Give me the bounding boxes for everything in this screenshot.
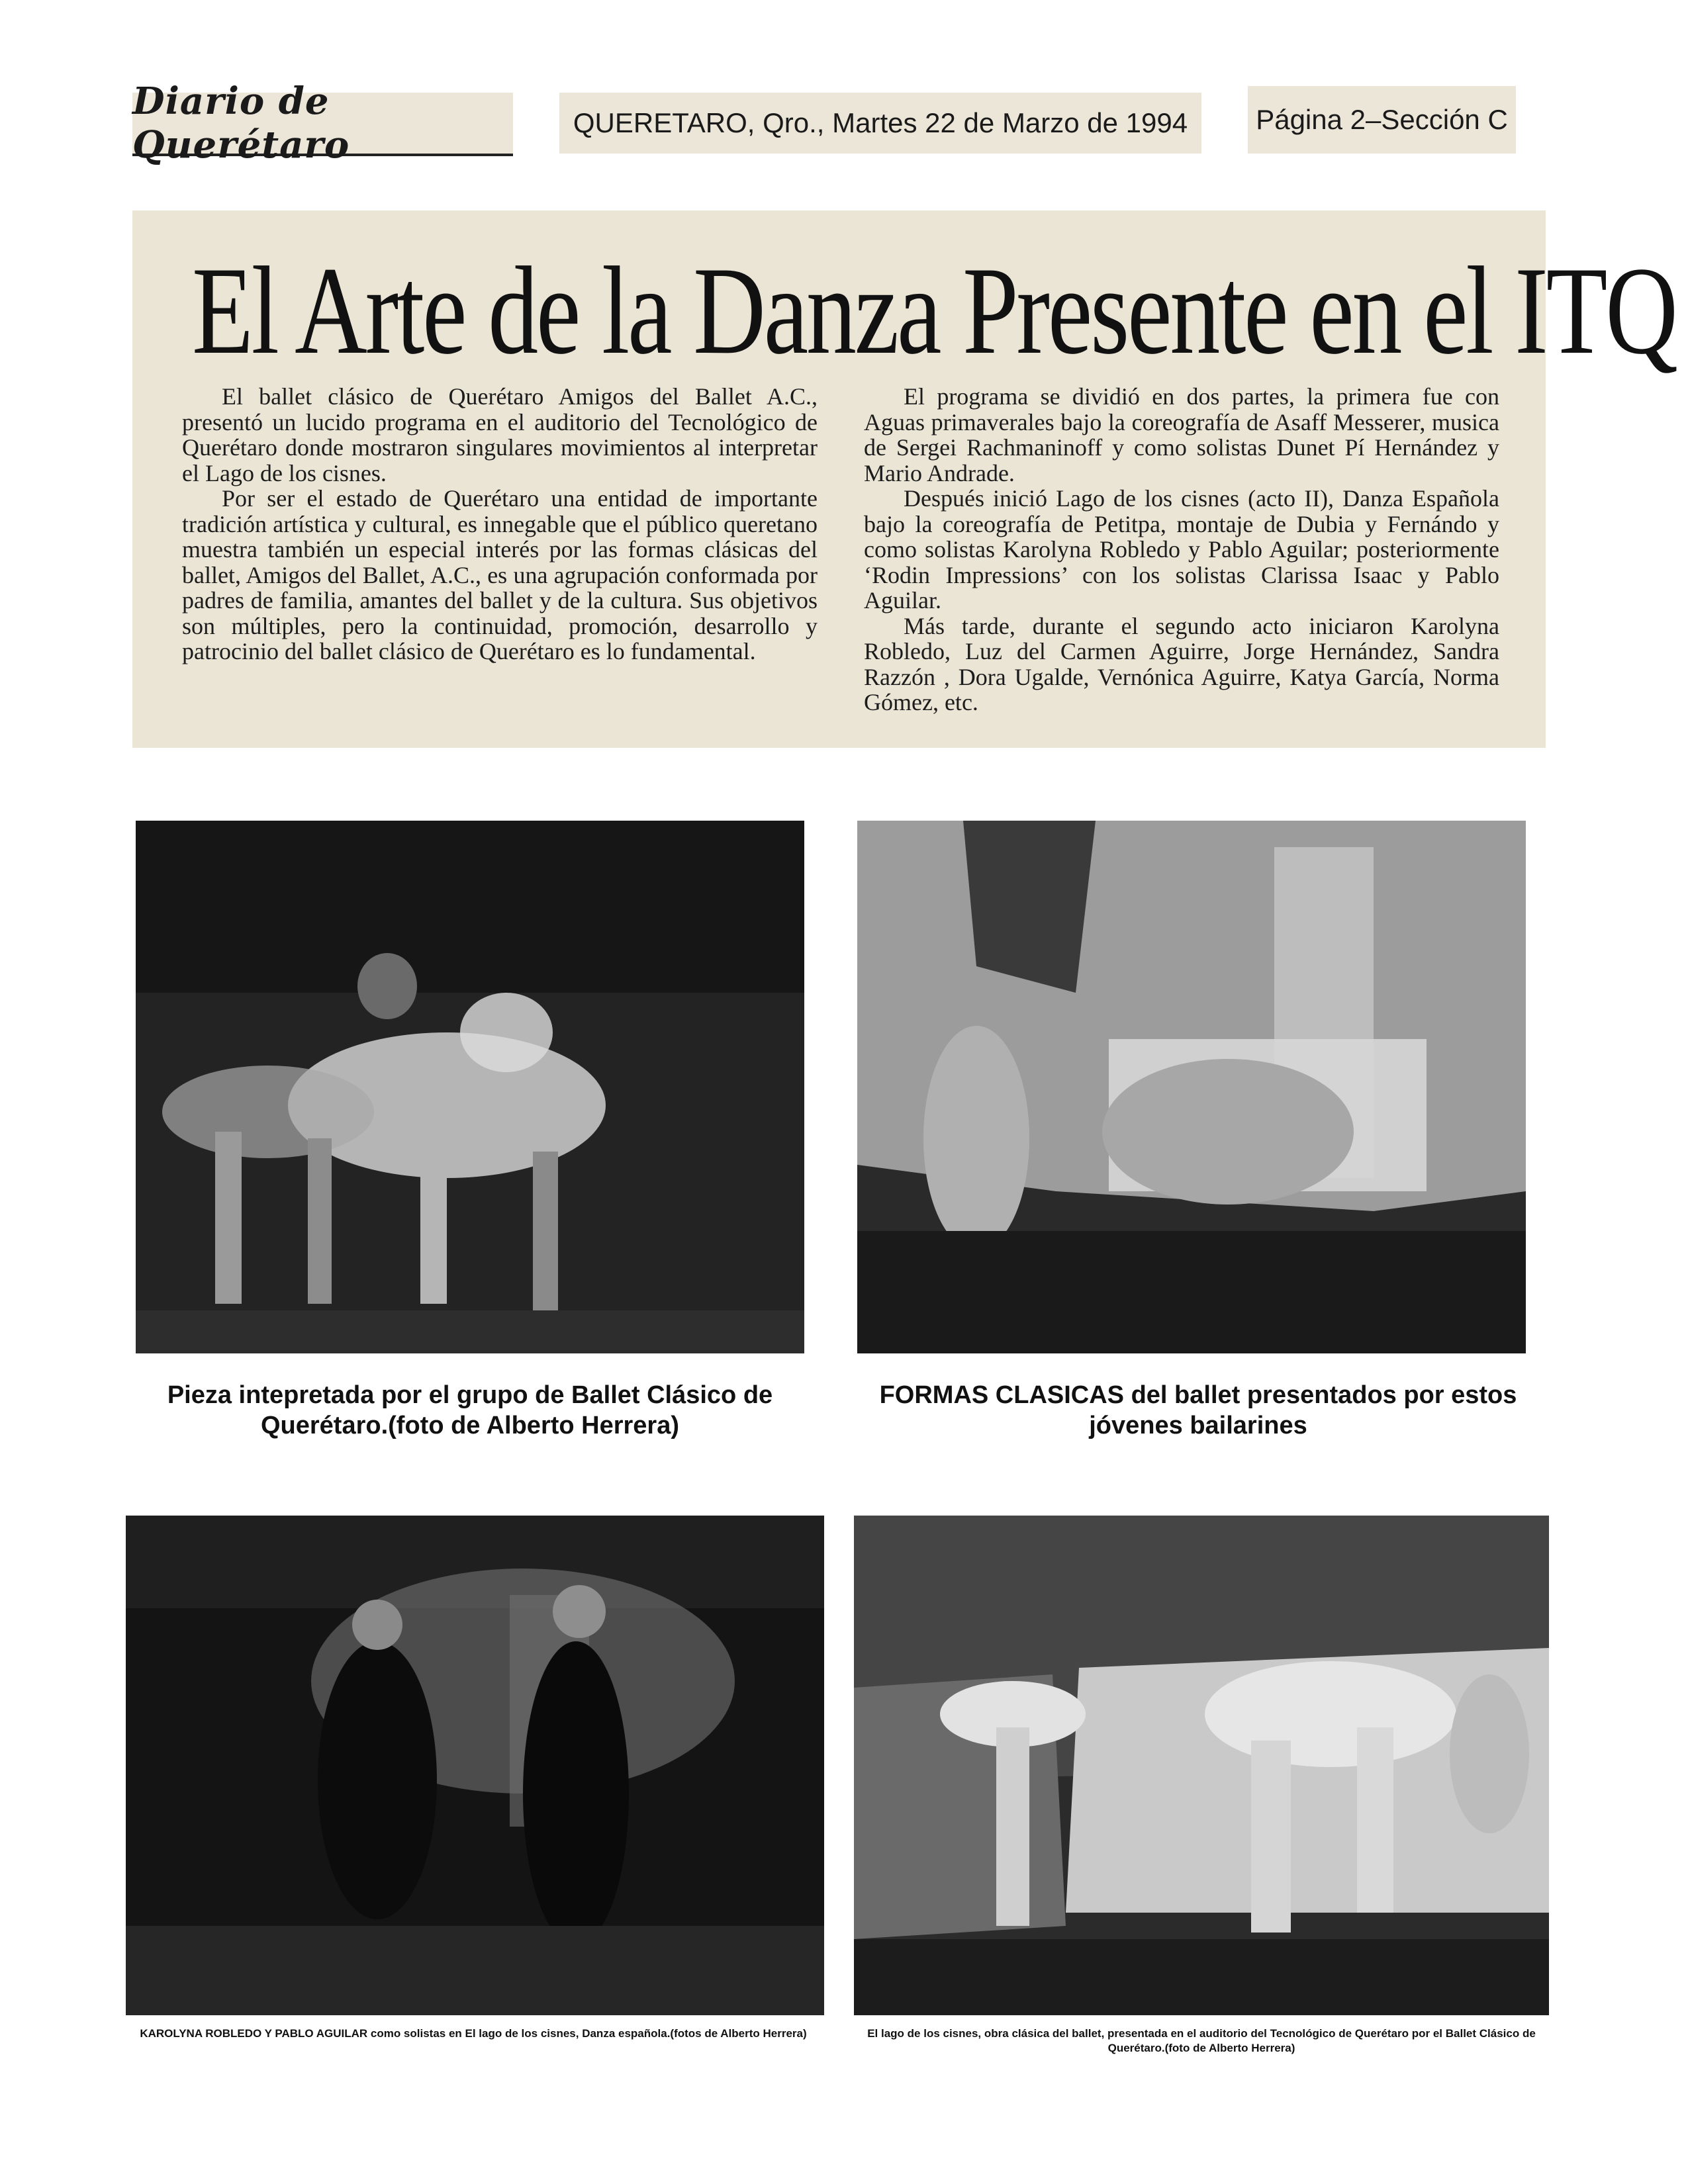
article-clipping bbox=[132, 210, 1676, 748]
photo-clipping-1 bbox=[132, 821, 831, 1466]
article-column-right bbox=[864, 384, 1499, 715]
newspaper-masthead: Diario de Querétaro bbox=[132, 79, 350, 167]
paragraph: El programa se dividió en dos partes, la primera fue con Aguas primaverales bajo la coreografía de Asaff Messerer, musica de Sergei Rachmaninoff y como solistas Dunet Pí Hernández y Mario Andrade. bbox=[864, 383, 1499, 486]
paragraph: Por ser el estado de Querétaro una entidad de importante tradición artística y cultural, es innegable que el público queretano muestra también un especial interés por las formas clásicas del ballet, Amigos del Ballet, A.C., es una agrupación conformada por padres de familia, amantes del ballet y de la cultura. Sus objetivos son múltiples, pero la continuidad, promoción, desarrollo y patrocinio del ballet clásico de Querétaro es lo fundamental. bbox=[182, 485, 818, 664]
paragraph: El ballet clásico de Querétaro Amigos del Ballet A.C., presentó un lucido programa en el auditorio del Tecnológico de Querétaro donde mostraron singulares movimientos al interpretar el Lago de los cisnes. bbox=[182, 383, 818, 486]
soloists-photo bbox=[126, 1516, 824, 2015]
article-headline: El Arte de la Danza Presente en el ITQ bbox=[192, 242, 1676, 381]
paragraph: Más tarde, durante el segundo acto iniciaron Karolyna Robledo, Luz del Carmen Aguirre, Jorge Hernández, Sandra Razzón , Dora Ugalde, Vernónica Aguirre, Katya García, Norma Gómez, etc. bbox=[864, 612, 1499, 715]
photo-clipping-3 bbox=[122, 1516, 831, 2065]
photo-clipping-4 bbox=[847, 1516, 1559, 2065]
page-section-clipping bbox=[1248, 86, 1516, 154]
photo-caption-2: FORMAS CLASICAS del ballet presentados por estos jóvenes bailarines bbox=[879, 1381, 1517, 1439]
article-column-left bbox=[182, 384, 818, 664]
paragraph: Después inició Lago de los cisnes (acto II), Danza Española bajo la coreografía de Petitpa, montaje de Dubia y Fernándo y como solistas Karolyna Robledo y Pablo Aguilar; posteriormente ‘Rodin Impressions’ con los solistas Clarissa Isaac y Pablo Aguilar. bbox=[864, 485, 1499, 614]
dancers-duet-photo bbox=[857, 821, 1526, 1353]
photo-caption-4: El lago de los cisnes, obra clásica del ballet, presentada en el auditorio del Tecnológico de Querétaro por el Ballet Clásico de Querétaro.(foto de Alberto Herrera) bbox=[867, 2027, 1536, 2054]
swan-lake-photo bbox=[854, 1516, 1549, 2015]
page-section-label: Página 2–Sección C bbox=[1256, 104, 1508, 135]
masthead-clipping bbox=[132, 79, 513, 167]
photo-caption-3: KAROLYNA ROBLEDO Y PABLO AGUILAR como solistas en El lago de los cisnes, Danza española.(fotos de Alberto Herrera) bbox=[140, 2027, 807, 2040]
photo-clipping-2 bbox=[854, 821, 1556, 1466]
dateline-clipping bbox=[559, 93, 1201, 154]
dateline: QUERETARO, Qro., Martes 22 de Marzo de 1994 bbox=[573, 107, 1188, 138]
photo-caption-1: Pieza intepretada por el grupo de Ballet Clásico de Querétaro.(foto de Alberto Herrera) bbox=[167, 1381, 773, 1439]
ballet-group-photo bbox=[136, 821, 804, 1353]
